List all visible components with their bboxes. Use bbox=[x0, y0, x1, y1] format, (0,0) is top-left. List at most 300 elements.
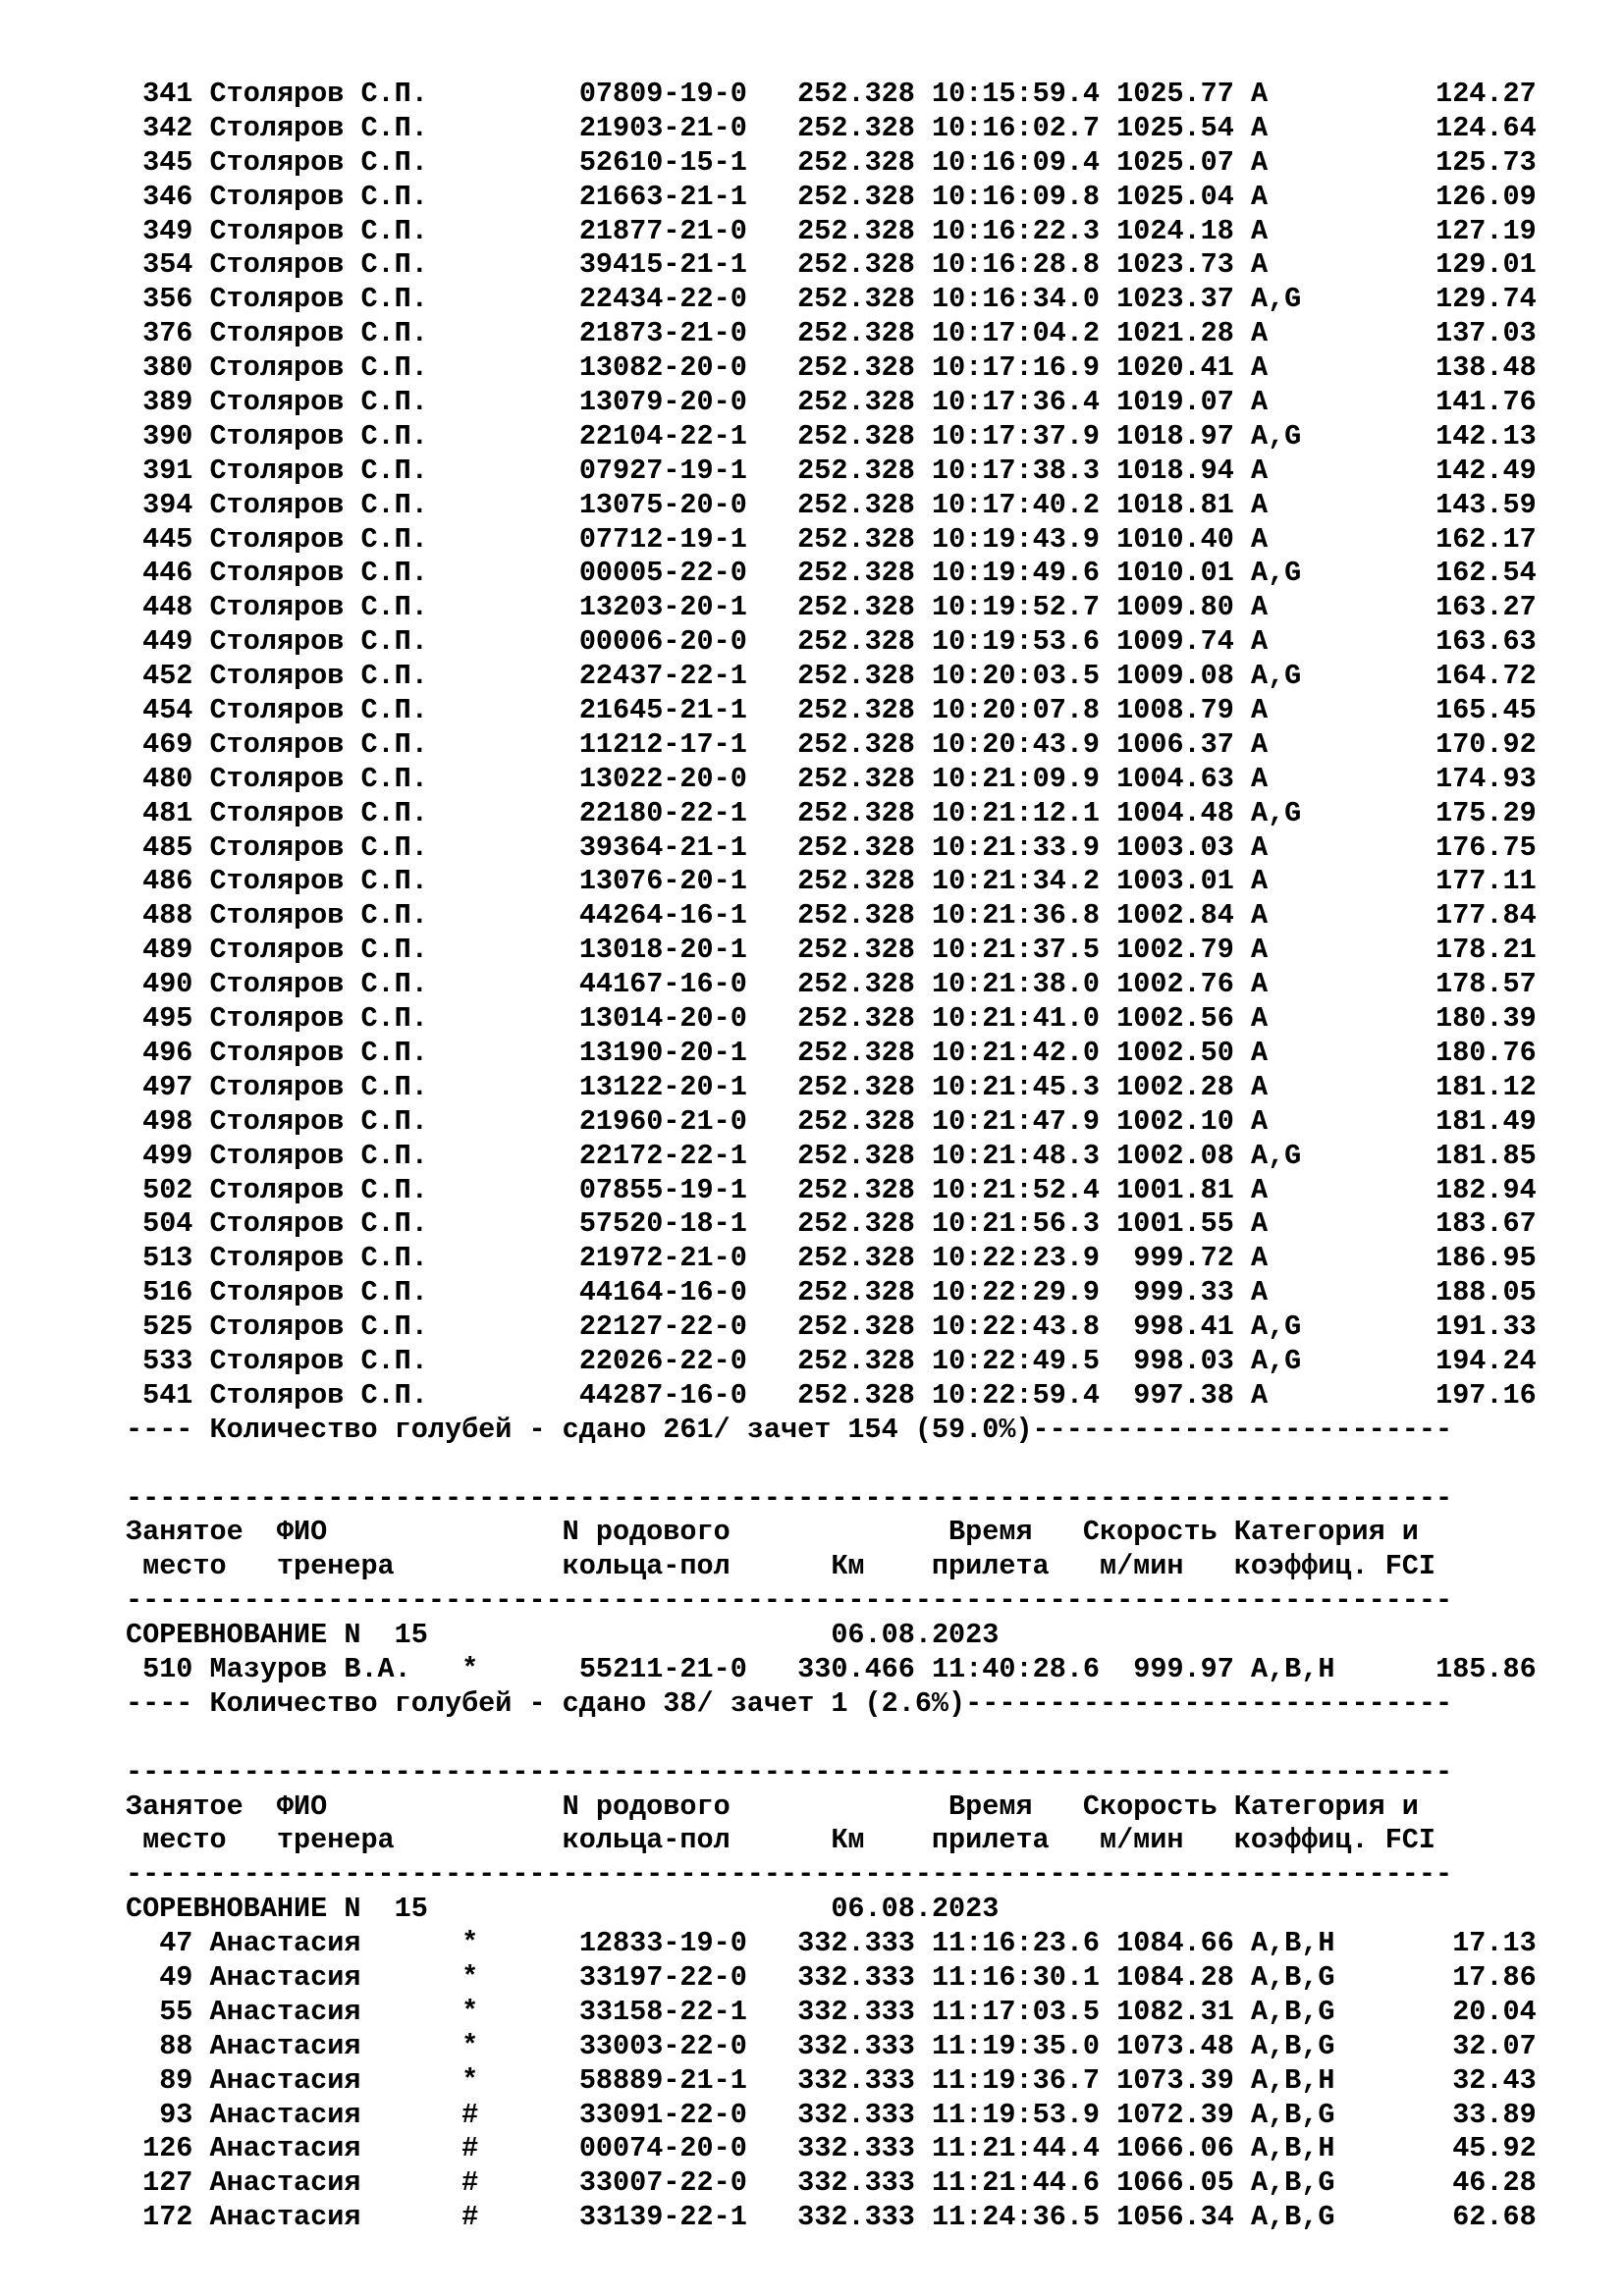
result-row bbox=[126, 1002, 1537, 1037]
cell-km: 332.333 bbox=[797, 2166, 915, 2200]
cell-fci: 165.45 bbox=[1334, 694, 1537, 727]
cell-name: Столяров С.П. bbox=[209, 214, 462, 247]
result-row bbox=[126, 2132, 1537, 2166]
cell-time: 10:20:03.5 bbox=[932, 660, 1101, 693]
cell-fci: 174.93 bbox=[1334, 762, 1537, 795]
cell-cat: A bbox=[1250, 78, 1335, 110]
cell-speed: 999.72 bbox=[1100, 1242, 1234, 1275]
cell-cat: A bbox=[1250, 214, 1335, 247]
cell-mark bbox=[461, 215, 579, 247]
result-row bbox=[126, 694, 1537, 728]
cell-mark bbox=[461, 591, 579, 623]
blank-line bbox=[126, 1448, 1537, 1482]
cell-mark bbox=[461, 797, 579, 829]
cell-ring: 33139-22-1 bbox=[578, 2201, 747, 2234]
cell-time: 10:21:38.0 bbox=[932, 968, 1101, 1001]
cell-fci: 181.85 bbox=[1334, 1139, 1537, 1172]
cell-place: 380 bbox=[126, 351, 193, 385]
cell-fci: 185.86 bbox=[1334, 1652, 1537, 1685]
cell-ring: 12833-19-0 bbox=[578, 1927, 747, 1960]
result-row bbox=[126, 2099, 1537, 2133]
cell-mark bbox=[461, 625, 579, 658]
cell-cat: A bbox=[1250, 830, 1335, 864]
result-row bbox=[126, 181, 1537, 215]
result-row bbox=[126, 2064, 1537, 2099]
cell-time: 11:19:53.9 bbox=[932, 2098, 1101, 2131]
cell-ring: 44167-16-0 bbox=[578, 968, 747, 1001]
cell-time: 10:22:43.8 bbox=[932, 1310, 1101, 1344]
cell-speed: 1004.63 bbox=[1100, 762, 1234, 795]
cell-cat: A,G bbox=[1250, 796, 1335, 829]
result-row bbox=[126, 1105, 1537, 1140]
cell-km: 252.328 bbox=[797, 1378, 915, 1412]
cell-km: 252.328 bbox=[797, 214, 915, 247]
cell-cat: A bbox=[1250, 1378, 1335, 1412]
cell-cat: A,G bbox=[1250, 1344, 1335, 1377]
cell-ring: 58889-21-1 bbox=[578, 2063, 747, 2097]
cell-time: 10:21:33.9 bbox=[932, 830, 1101, 864]
cell-mark: # bbox=[461, 2201, 579, 2234]
result-row bbox=[126, 489, 1537, 523]
cell-time: 10:22:29.9 bbox=[932, 1276, 1101, 1309]
cell-speed: 1003.03 bbox=[1100, 830, 1234, 864]
cell-fci: 162.17 bbox=[1334, 522, 1537, 556]
cell-time: 10:17:37.9 bbox=[932, 419, 1101, 453]
cell-cat: A,B,G bbox=[1250, 1995, 1335, 2028]
cell-time: 10:16:02.7 bbox=[932, 111, 1101, 144]
cell-speed: 1023.73 bbox=[1100, 248, 1234, 282]
cell-cat: A bbox=[1250, 899, 1335, 933]
cell-place: 469 bbox=[126, 727, 193, 761]
cell-mark bbox=[461, 763, 579, 795]
cell-fci: 46.28 bbox=[1334, 2166, 1537, 2200]
cell-km: 252.328 bbox=[797, 1276, 915, 1309]
result-row bbox=[126, 1140, 1537, 1174]
cell-fci: 186.95 bbox=[1334, 1242, 1537, 1275]
cell-km: 332.333 bbox=[797, 1995, 915, 2028]
cell-place: 354 bbox=[126, 248, 193, 282]
cell-speed: 1002.84 bbox=[1100, 899, 1234, 933]
cell-time: 10:21:37.5 bbox=[932, 934, 1101, 967]
cell-place: 342 bbox=[126, 111, 193, 144]
cell-mark bbox=[461, 1345, 579, 1377]
cell-place: 497 bbox=[126, 1070, 193, 1103]
cell-ring: 11212-17-1 bbox=[578, 727, 747, 761]
cell-cat: A bbox=[1250, 1173, 1335, 1206]
cell-fci: 129.74 bbox=[1334, 283, 1537, 316]
cell-km: 252.328 bbox=[797, 283, 915, 316]
cell-ring: 00005-22-0 bbox=[578, 557, 747, 590]
cell-km: 252.328 bbox=[797, 317, 915, 350]
cell-ring: 22180-22-1 bbox=[578, 796, 747, 829]
cell-speed: 1002.50 bbox=[1100, 1036, 1234, 1069]
result-row bbox=[126, 968, 1537, 1002]
cell-mark bbox=[461, 283, 579, 315]
cell-km: 332.333 bbox=[797, 1960, 915, 1994]
result-row bbox=[126, 283, 1537, 317]
cell-mark bbox=[461, 1207, 579, 1240]
cell-cat: A bbox=[1250, 762, 1335, 795]
cell-name: Столяров С.П. bbox=[209, 557, 462, 590]
cell-place: 481 bbox=[126, 796, 193, 829]
cell-name: Столяров С.П. bbox=[209, 1173, 462, 1206]
cell-time: 10:21:56.3 bbox=[932, 1207, 1101, 1241]
cell-mark bbox=[461, 1174, 579, 1206]
cell-speed: 1025.04 bbox=[1100, 180, 1234, 213]
cell-place: 498 bbox=[126, 1104, 193, 1138]
cell-km: 252.328 bbox=[797, 488, 915, 521]
cell-name: Анастасия bbox=[209, 2029, 462, 2062]
cell-fci: 17.86 bbox=[1334, 1960, 1537, 1994]
cell-mark bbox=[461, 489, 579, 521]
cell-cat: A bbox=[1250, 248, 1335, 282]
cell-km: 252.328 bbox=[797, 248, 915, 282]
cell-ring: 22104-22-1 bbox=[578, 419, 747, 453]
cell-ring: 13079-20-0 bbox=[578, 386, 747, 419]
cell-mark bbox=[461, 728, 579, 761]
cell-place: 513 bbox=[126, 1242, 193, 1275]
cell-cat: A,G bbox=[1250, 1139, 1335, 1172]
cell-km: 252.328 bbox=[797, 111, 915, 144]
cell-mark: # bbox=[461, 2098, 579, 2131]
cell-km: 332.333 bbox=[797, 2201, 915, 2234]
result-row bbox=[126, 351, 1537, 386]
cell-cat: A,B,G bbox=[1250, 2166, 1335, 2200]
cell-place: 496 bbox=[126, 1036, 193, 1069]
competition-date: 06.08.2023 bbox=[831, 1893, 1000, 1926]
cell-time: 10:21:48.3 bbox=[932, 1139, 1101, 1172]
result-row bbox=[126, 146, 1537, 181]
cell-cat: A,B,G bbox=[1250, 2098, 1335, 2131]
cell-cat: A,B,H bbox=[1250, 1652, 1335, 1685]
cell-time: 11:40:28.6 bbox=[932, 1652, 1101, 1685]
cell-speed: 1025.54 bbox=[1100, 111, 1234, 144]
cell-time: 11:21:44.4 bbox=[932, 2132, 1101, 2165]
cell-place: 480 bbox=[126, 762, 193, 795]
cell-place: 510 bbox=[126, 1652, 193, 1685]
cell-fci: 124.27 bbox=[1334, 78, 1537, 110]
header-rule-top: ------------------------------------------------------------------------------- bbox=[126, 1755, 1453, 1789]
header-rule-bottom: ------------------------------------------------------------------------------- bbox=[126, 1858, 1453, 1892]
cell-ring: 13075-20-0 bbox=[578, 488, 747, 521]
cell-name: Анастасия bbox=[209, 2166, 462, 2200]
cell-mark: # bbox=[461, 2132, 579, 2165]
cell-name: Анастасия bbox=[209, 2098, 462, 2131]
cell-speed: 1023.37 bbox=[1100, 283, 1234, 316]
cell-km: 252.328 bbox=[797, 1242, 915, 1275]
cell-speed: 998.03 bbox=[1100, 1344, 1234, 1377]
cell-km: 332.333 bbox=[797, 2029, 915, 2062]
cell-time: 10:16:09.8 bbox=[932, 180, 1101, 213]
cell-ring: 13190-20-1 bbox=[578, 1036, 747, 1069]
cell-fci: 126.09 bbox=[1334, 180, 1537, 213]
cell-fci: 163.63 bbox=[1334, 625, 1537, 659]
cell-speed: 1002.56 bbox=[1100, 1002, 1234, 1036]
cell-time: 10:19:53.6 bbox=[932, 625, 1101, 659]
cell-km: 252.328 bbox=[797, 454, 915, 487]
cell-fci: 143.59 bbox=[1334, 488, 1537, 521]
cell-fci: 32.07 bbox=[1334, 2029, 1537, 2062]
cell-mark: * bbox=[461, 1960, 579, 1994]
cell-fci: 182.94 bbox=[1334, 1173, 1537, 1206]
cell-km: 252.328 bbox=[797, 522, 915, 556]
cell-place: 485 bbox=[126, 830, 193, 864]
cell-km: 252.328 bbox=[797, 727, 915, 761]
cell-time: 10:20:07.8 bbox=[932, 694, 1101, 727]
cell-name: Столяров С.П. bbox=[209, 1207, 462, 1241]
cell-fci: 180.39 bbox=[1334, 1002, 1537, 1036]
result-row bbox=[126, 454, 1537, 489]
cell-mark bbox=[461, 248, 579, 281]
cell-km: 252.328 bbox=[797, 591, 915, 624]
cell-speed: 1010.40 bbox=[1100, 522, 1234, 556]
cell-km: 332.333 bbox=[797, 1927, 915, 1960]
cell-mark bbox=[461, 968, 579, 1000]
cell-cat: A bbox=[1250, 1207, 1335, 1241]
cell-km: 252.328 bbox=[797, 830, 915, 864]
result-row bbox=[126, 215, 1537, 249]
cell-ring: 55211-21-0 bbox=[578, 1652, 747, 1685]
cell-mark bbox=[461, 351, 579, 384]
cell-place: 346 bbox=[126, 180, 193, 213]
cell-fci: 137.03 bbox=[1334, 317, 1537, 350]
cell-km: 332.333 bbox=[797, 2063, 915, 2097]
cell-speed: 1018.97 bbox=[1100, 419, 1234, 453]
header-rule-bottom: ------------------------------------------------------------------------------- bbox=[126, 1584, 1453, 1618]
cell-speed: 1004.48 bbox=[1100, 796, 1234, 829]
cell-ring: 21903-21-0 bbox=[578, 111, 747, 144]
cell-ring: 21645-21-1 bbox=[578, 694, 747, 727]
result-row bbox=[126, 78, 1537, 112]
competition-title: СОРЕВНОВАНИЕ N 15 bbox=[126, 1893, 428, 1926]
cell-km: 252.328 bbox=[797, 351, 915, 385]
cell-time: 10:22:49.5 bbox=[932, 1344, 1101, 1377]
cell-speed: 1019.07 bbox=[1100, 386, 1234, 419]
cell-speed: 1072.39 bbox=[1100, 2098, 1234, 2131]
cell-cat: A bbox=[1250, 1036, 1335, 1069]
cell-name: Столяров С.П. bbox=[209, 865, 462, 898]
cell-ring: 13082-20-0 bbox=[578, 351, 747, 385]
cell-name: Столяров С.П. bbox=[209, 488, 462, 521]
cell-mark bbox=[461, 934, 579, 966]
cell-cat: A bbox=[1250, 591, 1335, 624]
cell-cat: A,B,G bbox=[1250, 2029, 1335, 2062]
cell-km: 252.328 bbox=[797, 1070, 915, 1103]
cell-time: 10:21:47.9 bbox=[932, 1104, 1101, 1138]
cell-cat: A bbox=[1250, 180, 1335, 213]
cell-fci: 62.68 bbox=[1334, 2201, 1537, 2234]
cell-km: 252.328 bbox=[797, 145, 915, 179]
cell-name: Столяров С.П. bbox=[209, 317, 462, 350]
cell-mark bbox=[461, 317, 579, 349]
cell-name: Столяров С.П. bbox=[209, 522, 462, 556]
cell-name: Столяров С.П. bbox=[209, 934, 462, 967]
cell-ring: 00074-20-0 bbox=[578, 2132, 747, 2165]
cell-time: 10:16:28.8 bbox=[932, 248, 1101, 282]
cell-fci: 177.84 bbox=[1334, 899, 1537, 933]
cell-name: Столяров С.П. bbox=[209, 762, 462, 795]
cell-speed: 999.33 bbox=[1100, 1276, 1234, 1309]
cell-place: 486 bbox=[126, 865, 193, 898]
result-row bbox=[126, 1996, 1537, 2030]
cell-fci: 188.05 bbox=[1334, 1276, 1537, 1309]
cell-cat: A bbox=[1250, 1070, 1335, 1103]
result-row bbox=[126, 1276, 1537, 1310]
cell-speed: 1002.79 bbox=[1100, 934, 1234, 967]
cell-place: 446 bbox=[126, 557, 193, 590]
cell-speed: 1002.76 bbox=[1100, 968, 1234, 1001]
cell-fci: 180.76 bbox=[1334, 1036, 1537, 1069]
cell-speed: 1066.06 bbox=[1100, 2132, 1234, 2165]
cell-fci: 142.13 bbox=[1334, 419, 1537, 453]
cell-fci: 183.67 bbox=[1334, 1207, 1537, 1241]
cell-km: 252.328 bbox=[797, 1104, 915, 1138]
cell-name: Столяров С.П. bbox=[209, 1276, 462, 1309]
cell-time: 11:17:03.5 bbox=[932, 1995, 1101, 2028]
result-row bbox=[126, 797, 1537, 831]
cell-cat: A bbox=[1250, 694, 1335, 727]
cell-cat: A,B,H bbox=[1250, 2063, 1335, 2097]
cell-place: 504 bbox=[126, 1207, 193, 1241]
result-row bbox=[126, 557, 1537, 591]
cell-speed: 1009.74 bbox=[1100, 625, 1234, 659]
cell-mark bbox=[461, 694, 579, 726]
cell-ring: 13076-20-1 bbox=[578, 865, 747, 898]
cell-speed: 1056.34 bbox=[1100, 2201, 1234, 2234]
cell-time: 10:19:52.7 bbox=[932, 591, 1101, 624]
cell-place: 489 bbox=[126, 934, 193, 967]
cell-fci: 191.33 bbox=[1334, 1310, 1537, 1344]
cell-cat: A bbox=[1250, 317, 1335, 350]
result-row bbox=[126, 625, 1537, 660]
cell-speed: 1025.77 bbox=[1100, 78, 1234, 110]
result-row bbox=[126, 386, 1537, 420]
cell-km: 252.328 bbox=[797, 934, 915, 967]
cell-place: 490 bbox=[126, 968, 193, 1001]
cell-time: 11:21:44.6 bbox=[932, 2166, 1101, 2200]
cell-cat: A,B,G bbox=[1250, 2201, 1335, 2234]
competition-line bbox=[126, 1619, 1537, 1653]
cell-ring: 22127-22-0 bbox=[578, 1310, 747, 1344]
cell-speed: 998.41 bbox=[1100, 1310, 1234, 1344]
cell-name: Анастасия bbox=[209, 2132, 462, 2165]
cell-cat: A bbox=[1250, 727, 1335, 761]
cell-ring: 13022-20-0 bbox=[578, 762, 747, 795]
cell-place: 445 bbox=[126, 522, 193, 556]
section-summary: ---- Количество голубей - сдано 38/ зачет 1 (2.6%)----------------------------- bbox=[126, 1686, 1453, 1720]
cell-name: Анастасия bbox=[209, 2201, 462, 2234]
cell-km: 252.328 bbox=[797, 1002, 915, 1036]
cell-mark: * bbox=[461, 2063, 579, 2097]
cell-speed: 1002.10 bbox=[1100, 1104, 1234, 1138]
cell-time: 10:21:41.0 bbox=[932, 1002, 1101, 1036]
cell-time: 10:21:52.4 bbox=[932, 1173, 1101, 1206]
cell-fci: 170.92 bbox=[1334, 727, 1537, 761]
result-row bbox=[126, 317, 1537, 351]
result-row bbox=[126, 523, 1537, 558]
result-row bbox=[126, 728, 1537, 763]
cell-place: 93 bbox=[126, 2098, 193, 2131]
cell-speed: 1018.94 bbox=[1100, 454, 1234, 487]
cell-ring: 33197-22-0 bbox=[578, 1960, 747, 1994]
cell-fci: 138.48 bbox=[1334, 351, 1537, 385]
cell-name: Мазуров В.А. bbox=[209, 1652, 462, 1685]
cell-place: 88 bbox=[126, 2029, 193, 2062]
cell-fci: 176.75 bbox=[1334, 830, 1537, 864]
cell-name: Столяров С.П. bbox=[209, 968, 462, 1001]
cell-cat: A bbox=[1250, 625, 1335, 659]
cell-time: 10:21:09.9 bbox=[932, 762, 1101, 795]
cell-ring: 22437-22-1 bbox=[578, 660, 747, 693]
cell-mark bbox=[461, 1276, 579, 1308]
cell-fci: 141.76 bbox=[1334, 386, 1537, 419]
result-row bbox=[126, 112, 1537, 146]
cell-km: 332.333 bbox=[797, 2098, 915, 2131]
result-row bbox=[126, 1037, 1537, 1071]
cell-fci: 129.01 bbox=[1334, 248, 1537, 282]
cell-time: 11:19:36.7 bbox=[932, 2063, 1101, 2097]
result-row bbox=[126, 1927, 1537, 1961]
cell-place: 55 bbox=[126, 1995, 193, 2028]
cell-ring: 13018-20-1 bbox=[578, 934, 747, 967]
cell-place: 89 bbox=[126, 2063, 193, 2097]
cell-fci: 178.57 bbox=[1334, 968, 1537, 1001]
competition-line bbox=[126, 1893, 1537, 1927]
cell-km: 252.328 bbox=[797, 660, 915, 693]
cell-ring: 22434-22-0 bbox=[578, 283, 747, 316]
result-row bbox=[126, 248, 1537, 283]
cell-place: 47 bbox=[126, 1927, 193, 1960]
cell-fci: 164.72 bbox=[1334, 660, 1537, 693]
cell-speed: 1025.07 bbox=[1100, 145, 1234, 179]
cell-mark bbox=[461, 78, 579, 110]
cell-ring: 22172-22-1 bbox=[578, 1139, 747, 1172]
result-row bbox=[126, 831, 1537, 866]
cell-name: Столяров С.П. bbox=[209, 454, 462, 487]
cell-mark bbox=[461, 1310, 579, 1343]
cell-name: Столяров С.П. bbox=[209, 899, 462, 933]
header-line-1: Занятое ФИО N родового Время Скорость Категория и bbox=[126, 1516, 1419, 1549]
cell-place: 349 bbox=[126, 214, 193, 247]
cell-time: 10:17:40.2 bbox=[932, 488, 1101, 521]
cell-km: 252.328 bbox=[797, 865, 915, 898]
cell-mark bbox=[461, 181, 579, 213]
cell-place: 499 bbox=[126, 1139, 193, 1172]
cell-name: Столяров С.П. bbox=[209, 180, 462, 213]
cell-mark bbox=[461, 1071, 579, 1103]
cell-fci: 142.49 bbox=[1334, 454, 1537, 487]
cell-place: 389 bbox=[126, 386, 193, 419]
cell-ring: 13014-20-0 bbox=[578, 1002, 747, 1036]
cell-name: Столяров С.П. bbox=[209, 248, 462, 282]
result-row bbox=[126, 1071, 1537, 1105]
cell-km: 330.466 bbox=[797, 1652, 915, 1685]
cell-ring: 44164-16-0 bbox=[578, 1276, 747, 1309]
cell-name: Столяров С.П. bbox=[209, 727, 462, 761]
section-summary: ---- Количество голубей - сдано 261/ зачет 154 (59.0%)------------------------- bbox=[126, 1413, 1453, 1446]
cell-mark bbox=[461, 523, 579, 556]
cell-name: Столяров С.П. bbox=[209, 1036, 462, 1069]
cell-place: 488 bbox=[126, 899, 193, 933]
cell-speed: 1009.80 bbox=[1100, 591, 1234, 624]
result-row bbox=[126, 2166, 1537, 2201]
cell-name: Столяров С.П. bbox=[209, 694, 462, 727]
cell-cat: A bbox=[1250, 968, 1335, 1001]
cell-speed: 1006.37 bbox=[1100, 727, 1234, 761]
cell-speed: 1073.39 bbox=[1100, 2063, 1234, 2097]
cell-name: Столяров С.П. bbox=[209, 1344, 462, 1377]
cell-speed: 1008.79 bbox=[1100, 694, 1234, 727]
